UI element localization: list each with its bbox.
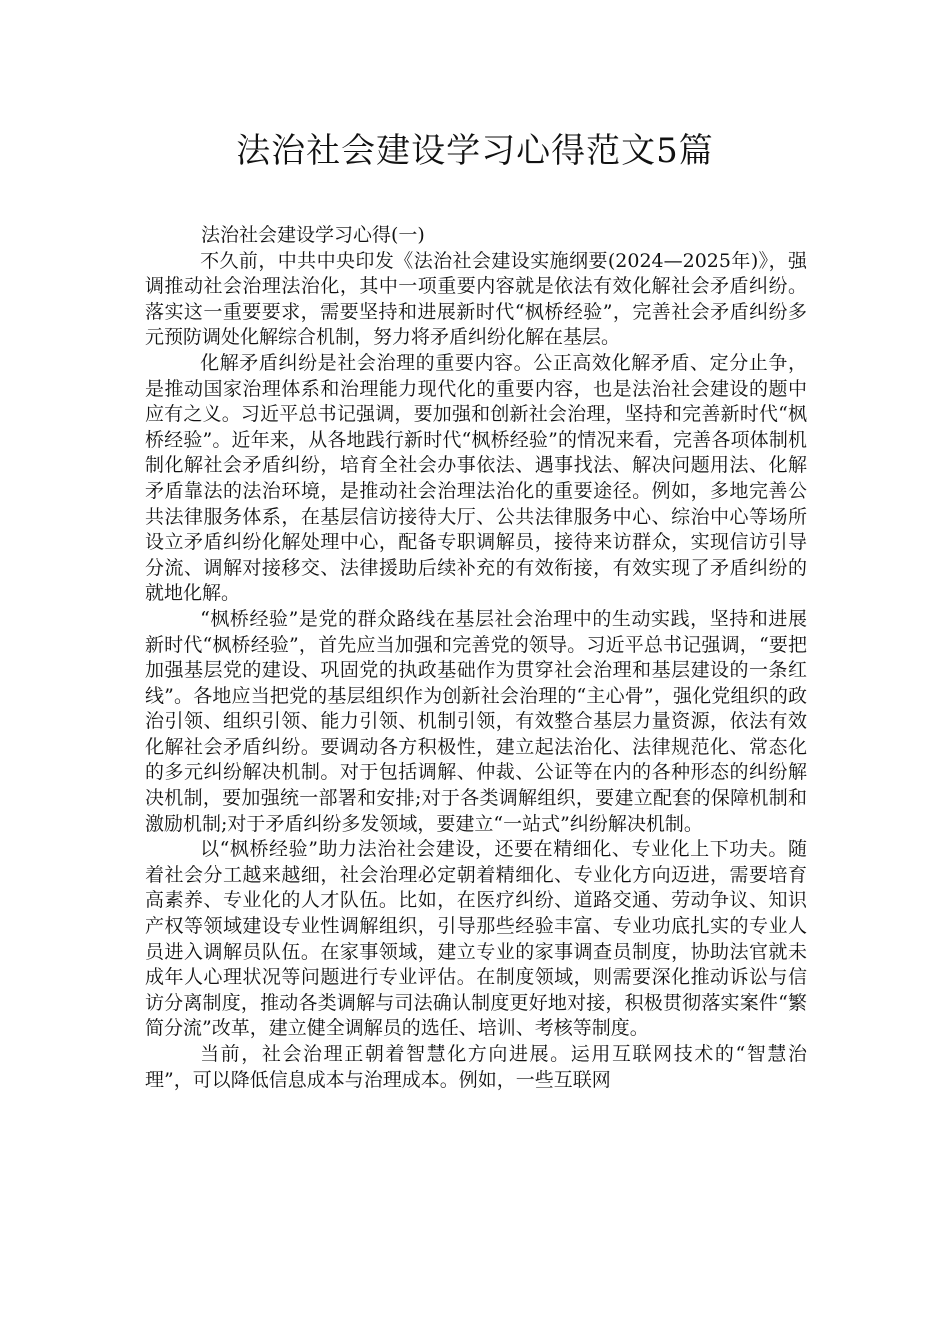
paragraph-2: 化解矛盾纠纷是社会治理的重要内容。公正高效化解矛盾、定分止争，是推动国家治理体系和治理能力现代化的重要内容，也是法治社会建设的题中应有之义。习近平总书记强调，要加强和创新社会治理，坚持和完善新时代“枫桥经验”。近年来，从各地践行新时代“枫桥经验”的情况来看，完善各项体制机制化解社会矛盾纠纷，培育全社会办事依法、遇事找法、解决问题用法、化解矛盾靠法的法治环境，是推动社会治理法治化的重要途径。例如，多地完善公共法律服务体系，在基层信访接待大厅、公共法律服务中心、综治中心等场所设立矛盾纠纷化解处理中心，配备专职调解员，接待来访群众，实现信访引导分流、调解对接移交、法律援助后续补充的有效衔接，有效实现了矛盾纠纷的就地化解。 xyxy=(145,351,807,605)
document-title: 法治社会建设学习心得范文5篇 xyxy=(236,131,714,171)
paragraph-5: 当前，社会治理正朝着智慧化方向进展。运用互联网技术的“智慧治理”，可以降低信息成本与治理成本。例如，一些互联网 xyxy=(145,1043,807,1091)
paragraph-3: “枫桥经验”是党的群众路线在基层社会治理中的生动实践，坚持和进展新时代“枫桥经验”，首先应当加强和完善党的领导。习近平总书记强调，“要把加强基层党的建设、巩固党的执政基础作为贯穿社会治理和基层建设的一条红线”。各地应当把党的基层组织作为创新社会治理的“主心骨”，强化党组织的政治引领、组织引领、能力引领、机制引领，有效整合基层力量资源，依法有效化解社会矛盾纠纷。要调动各方积极性，建立起法治化、法律规范化、常态化的多元纠纷解决机制。对于包括调解、仲裁、公证等在内的各种形态的纠纷解决机制，要加强统一部署和安排;对于各类调解组织，要建立配套的保障机制和激励机制;对于矛盾纠纷多发领域，要建立“一站式”纠纷解决机制。 xyxy=(145,607,807,835)
paragraph-1: 不久前，中共中央印发《法治社会建设实施纲要(2024—2025年)》，强调推动社会治理法治化，其中一项重要内容就是依法有效化解社会矛盾纠纷。落实这一重要要求，需要坚持和进展新时代“枫桥经验”，完善社会矛盾纠纷多元预防调处化解综合机制，努力将矛盾纠纷化解在基层。 xyxy=(145,249,807,349)
section-heading: 法治社会建设学习心得(一) xyxy=(201,224,425,246)
paragraph-4: 以“枫桥经验”助力法治社会建设，还要在精细化、专业化上下功夫。随着社会分工越来越细，社会治理必定朝着精细化、专业化方向迈进，需要培育高素养、专业化的人才队伍。比如，在医疗纠纷、道路交通、劳动争议、知识产权等领域建设专业性调解组织，引导那些经验丰富、专业功底扎实的专业人员进入调解员队伍。在家事领域，建立专业的家事调查员制度，协助法官就未成年人心理状况等问题进行专业评估。在制度领域，则需要深化推动诉讼与信访分离制度，推动各类调解与司法确认制度更好地对接，积极贯彻落实案件“繁简分流”改革，建立健全调解员的选任、培训、考核等制度。 xyxy=(145,838,807,1040)
document-body xyxy=(145,223,807,1093)
